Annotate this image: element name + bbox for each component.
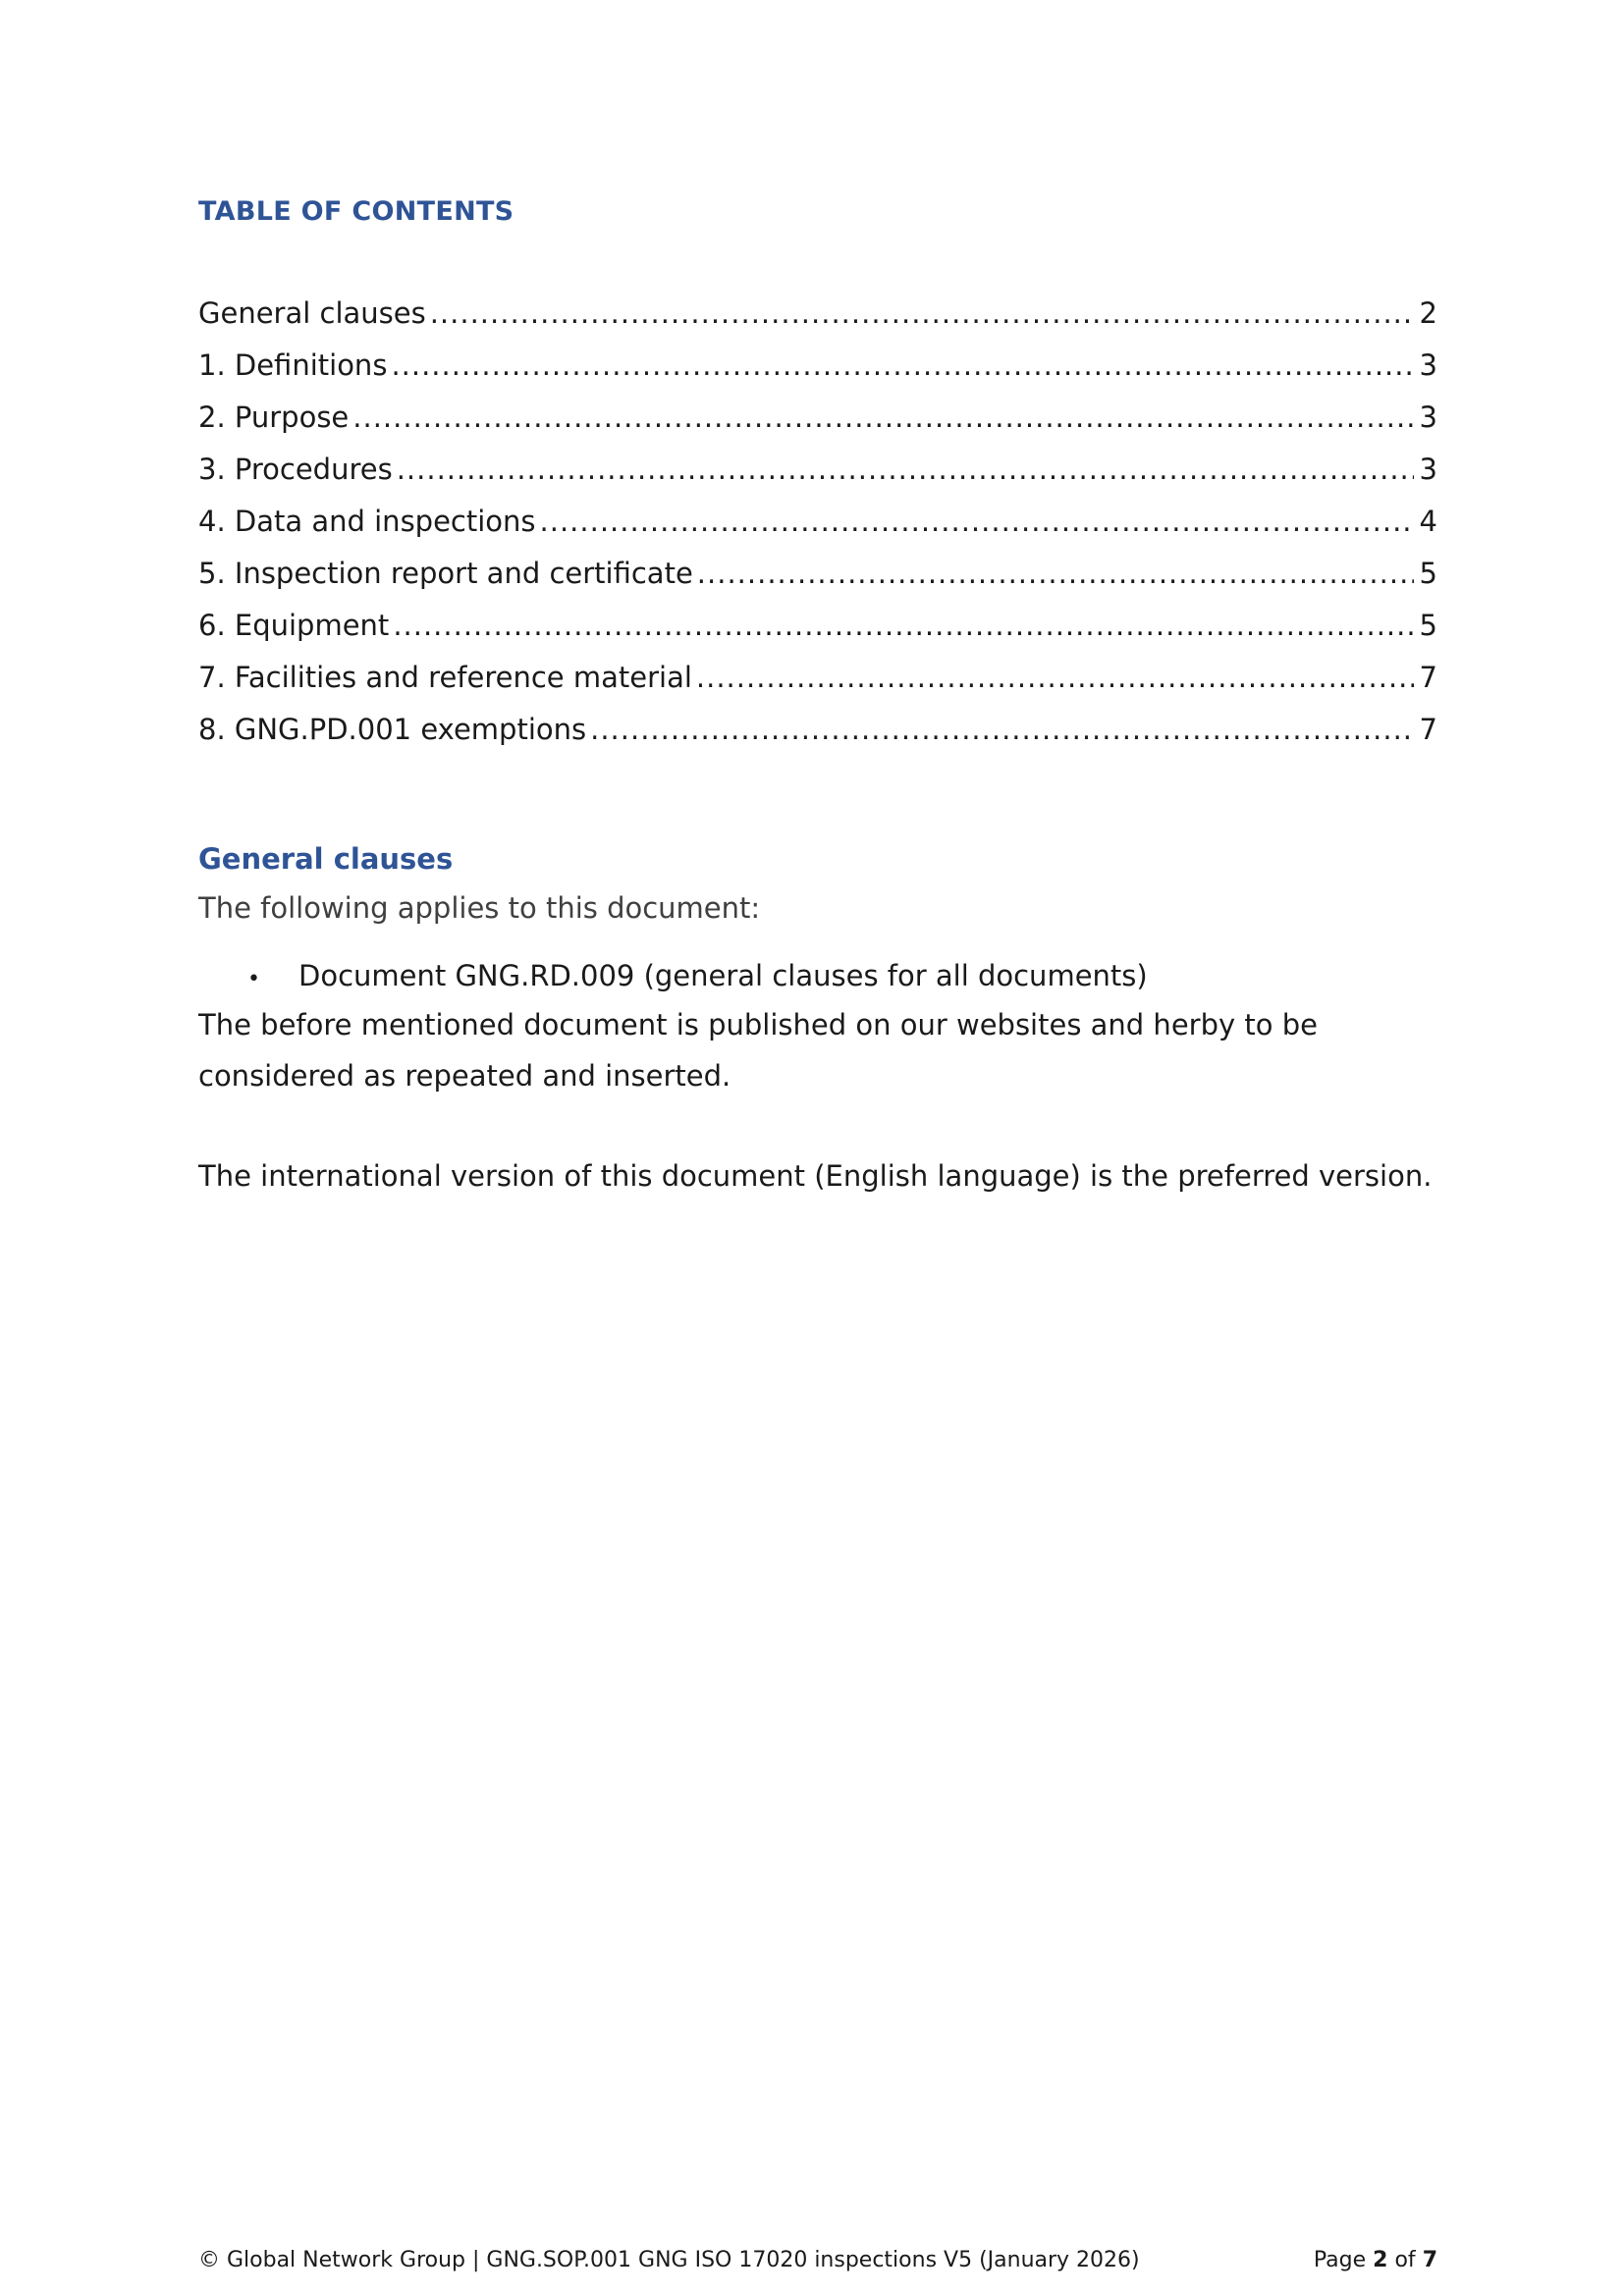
table-of-contents	[198, 296, 1437, 765]
bullet-list-item	[247, 959, 1148, 992]
footer-page-prefix: Page	[1313, 2248, 1367, 2272]
toc-entry-label: 6. Equipment	[198, 609, 390, 642]
toc-entry-label: 8. GNG.PD.001 exemptions	[198, 713, 587, 746]
toc-entry-label: 5. Inspection report and certificate	[198, 557, 693, 590]
footer-copyright: © Global Network Group | GNG.SOP.001 GNG ISO 17020 inspections V5 (January 2026)	[198, 2248, 1140, 2272]
toc-entry-page: 3	[1419, 348, 1437, 382]
general-clauses-heading: General clauses	[198, 842, 454, 876]
paragraph-preferred-version: The international version of this document (English language) is the preferred version.	[198, 1159, 1433, 1193]
footer-page-of: of	[1394, 2248, 1416, 2272]
toc-leader-dots	[393, 609, 1413, 642]
toc-leader-dots	[397, 453, 1414, 486]
bullet-icon: •	[247, 967, 260, 991]
bullet-text: Document GNG.RD.009 (general clauses for all documents)	[298, 959, 1148, 992]
toc-entry-definitions[interactable]	[198, 348, 1437, 400]
toc-entry-label: 3. Procedures	[198, 453, 393, 486]
footer-page-current: 2	[1373, 2248, 1388, 2272]
toc-heading: TABLE OF CONTENTS	[198, 196, 514, 227]
toc-entry-page: 3	[1419, 400, 1437, 434]
page-footer	[198, 2248, 1437, 2272]
toc-entry-page: 5	[1419, 557, 1437, 590]
footer-page-total: 7	[1422, 2248, 1437, 2272]
toc-leader-dots	[430, 296, 1414, 330]
toc-leader-dots	[352, 400, 1413, 434]
toc-entry-page: 4	[1419, 505, 1437, 538]
toc-entry-page: 7	[1419, 713, 1437, 746]
toc-entry-procedures[interactable]	[198, 453, 1437, 505]
toc-entry-inspection-report[interactable]	[198, 557, 1437, 609]
toc-entry-equipment[interactable]	[198, 609, 1437, 661]
toc-entry-purpose[interactable]	[198, 400, 1437, 453]
footer-page-number	[1314, 2248, 1437, 2272]
toc-entry-page: 2	[1419, 296, 1437, 330]
paragraph-published: The before mentioned document is published on our websites and herby to be considered as repeated and inserted.	[198, 1008, 1318, 1093]
toc-entry-page: 7	[1419, 661, 1437, 694]
toc-entry-data-and-inspections[interactable]	[198, 505, 1437, 557]
toc-entry-facilities[interactable]	[198, 661, 1437, 713]
toc-leader-dots	[697, 557, 1414, 590]
toc-entry-label: General clauses	[198, 296, 426, 330]
toc-entry-label: 7. Facilities and reference material	[198, 661, 692, 694]
toc-leader-dots	[696, 661, 1414, 694]
toc-entry-general-clauses[interactable]	[198, 296, 1437, 348]
toc-leader-dots	[540, 505, 1414, 538]
toc-entry-page: 3	[1419, 453, 1437, 486]
toc-entry-label: 4. Data and inspections	[198, 505, 536, 538]
toc-leader-dots	[590, 713, 1413, 746]
general-clauses-intro: The following applies to this document:	[198, 891, 761, 925]
toc-entry-label: 1. Definitions	[198, 348, 388, 382]
toc-entry-label: 2. Purpose	[198, 400, 350, 434]
toc-entry-exemptions[interactable]	[198, 713, 1437, 765]
toc-leader-dots	[391, 348, 1413, 382]
toc-entry-page: 5	[1419, 609, 1437, 642]
